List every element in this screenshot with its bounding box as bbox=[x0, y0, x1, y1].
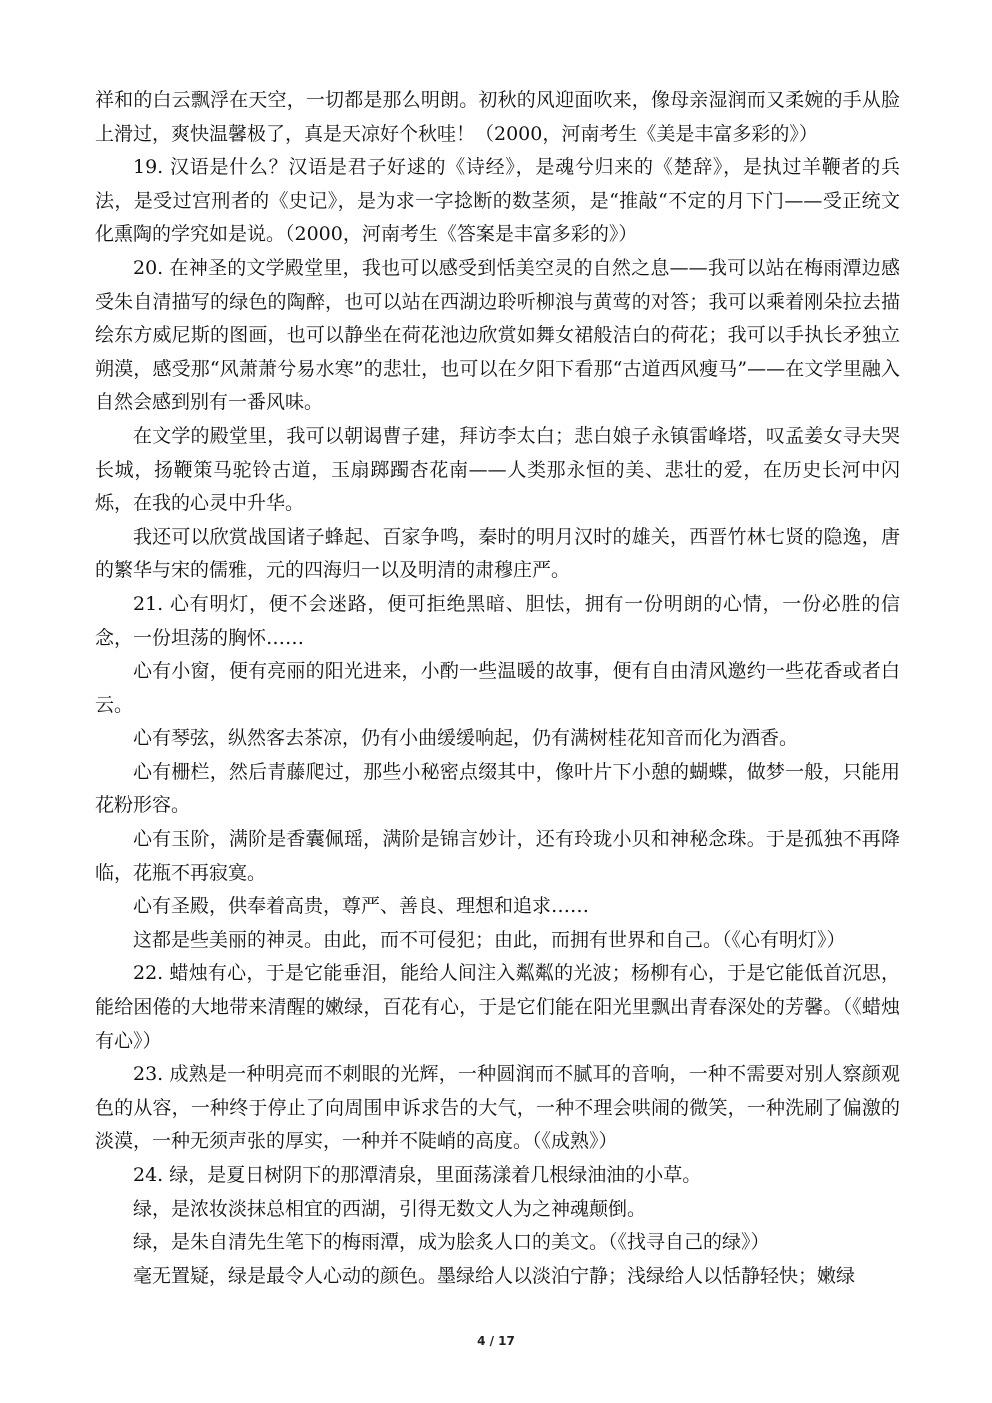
paragraph: 在文学的殿堂里，我可以朝谒曹子建，拜访李太白；悲白娘子永镇雷峰塔，叹孟姜女寻夫哭长城，扬鞭策马驼铃古道，玉扇踯躅杏花南——人类那永恒的美、悲壮的爱，在历史长河中闪烁，在我的心灵中升华。 bbox=[95, 424, 900, 515]
paragraph: 我还可以欣赏战国诸子蜂起、百家争鸣，秦时的明月汉时的雄关，西晋竹林七贤的隐逸，唐的繁华与宋的儒雅，元的四海归一以及明清的肃穆庄严。 bbox=[95, 525, 900, 582]
paragraph: 22. 蜡烛有心，于是它能垂泪，能给人间注入粼粼的光波；杨柳有心，于是它能低首沉思，能给困倦的大地带来清醒的嫩绿，百花有心，于是它们能在阳光里飘出青春深处的芳馨。（《蜡烛有心》） bbox=[95, 962, 900, 1052]
paragraph: 19. 汉语是什么？汉语是君子好逑的《诗经》，是魂兮归来的《楚辞》，是执过羊鞭者的兵法，是受过宫刑者的《史记》，是为求一字捻断的数茎须，是“推敲“不定的月下门——受正统文化熏陶的学究如是说。（2000，河南考生《答案是丰富多彩的》） bbox=[95, 156, 900, 246]
page-number: 4 / 17 bbox=[477, 1334, 515, 1348]
paragraph: 绿，是朱自清先生笔下的梅雨潭，成为脍炙人口的美文。（《找寻自己的绿》） bbox=[133, 1231, 770, 1254]
paragraph: 20. 在神圣的文学殿堂里，我也可以感受到恬美空灵的自然之息——我可以站在梅雨潭边感受朱自清描写的绿色的陶醉，也可以站在西湖边聆听柳浪与黄莺的对答；我可以乘着刚朵拉去描绘东方威尼斯的图画，也可以静坐在荷花池边欣赏如舞女裙般洁白的荷花；我可以手执长矛独立朔漠，感受那“风萧萧兮易水寒”的悲壮，也可以在夕阳下看那“古道西风瘦马”——在文学里融入自然会感到别有一番风味。 bbox=[95, 256, 900, 414]
paragraph: 祥和的白云飘浮在天空，一切都是那么明朗。初秋的风迎面吹来，像母亲湿润而又柔婉的手从脸上滑过，爽快温馨极了，真是天凉好个秋哇！（2000，河南考生《美是丰富多彩的》） bbox=[95, 89, 900, 145]
paragraph: 绿，是浓妆淡抹总相宜的西湖，引得无数文人为之神魂颠倒。 bbox=[133, 1197, 647, 1220]
paragraph: 心有玉阶，满阶是香囊佩瑶，满阶是锦言妙计，还有玲珑小贝和神秘念珠。于是孤独不再降临，花瓶不再寂寞。 bbox=[95, 828, 900, 884]
paragraph: 心有圣殿，供奉着高贵，尊严、善良、理想和追求…… bbox=[133, 895, 590, 918]
paragraph: 心有栅栏，然后青藤爬过，那些小秘密点缀其中，像叶片下小憩的蝴蝶，做梦一般，只能用花粉形容。 bbox=[95, 760, 900, 817]
paragraph: 23. 成熟是一种明亮而不刺眼的光辉，一种圆润而不腻耳的音响，一种不需要对别人察颜观色的从容，一种终于停止了向周围申诉求告的大气，一种不理会哄闹的微笑，一种洗刷了偏激的淡漠，一种无须声张的厚实，一种并不陡峭的高度。（《成熟》） bbox=[95, 1063, 900, 1153]
document-body bbox=[95, 84, 900, 1293]
paragraph: 毫无置疑，绿是最令人心动的颜色。墨绿给人以淡泊宁静；浅绿给人以恬静轻快；嫩绿 bbox=[133, 1264, 856, 1287]
paragraph: 心有琴弦，纵然客去茶凉，仍有小曲缓缓响起，仍有满树桂花知音而化为酒香。 bbox=[133, 727, 799, 750]
paragraph: 心有小窗，便有亮丽的阳光进来，小酌一些温暖的故事，便有自由清风邀约一些花香或者白云。 bbox=[95, 660, 900, 716]
paragraph: 24. 绿，是夏日树阴下的那潭清泉，里面荡漾着几根绿油油的小草。 bbox=[133, 1164, 702, 1186]
paragraph: 这都是些美丽的神灵。由此，而不可侵犯；由此，而拥有世界和自己。（《心有明灯》） bbox=[133, 928, 846, 951]
paragraph: 21. 心有明灯，便不会迷路，便可拒绝黑暗、胆怯，拥有一份明朗的心情，一份必胜的信念，一份坦荡的胸怀…… bbox=[95, 592, 900, 649]
